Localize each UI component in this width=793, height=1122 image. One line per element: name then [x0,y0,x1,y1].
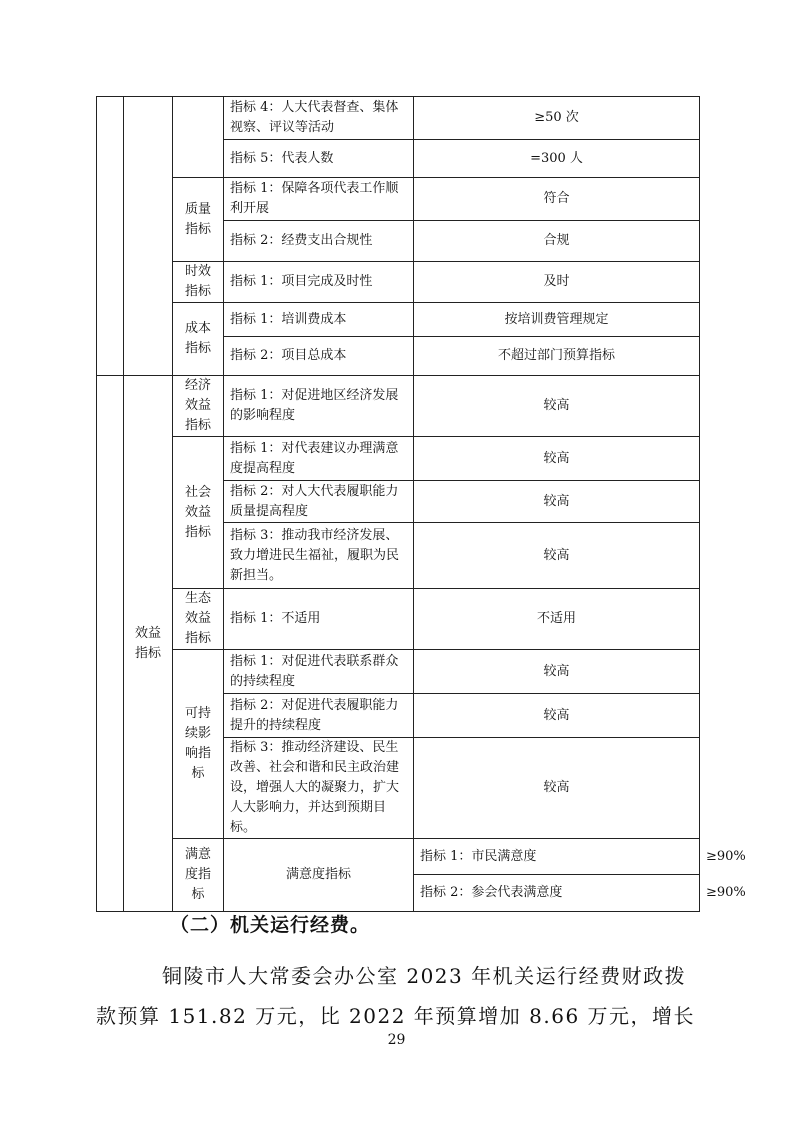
indicator-name: 指标 2：经费支出合规性 [224,221,414,262]
category-label: 满意度指标 [173,839,224,912]
indicator-value: 较高 [414,694,700,738]
category-label: 质量指标 [173,178,224,262]
category-label: 满意度指标 [224,839,414,912]
table-row: 满意度指标 满意度指标 指标 1：市民满意度 ≥90% [97,839,700,875]
paragraph-line: 铜陵市人大常委会办公室 2023 年机关运行经费财政拨 [162,964,687,988]
indicator-value: 较高 [414,523,700,589]
category-label: 经济效益指标 [173,376,224,437]
indicator-name: 指标 3：推动经济建设、民生改善、社会和谐和民主政治建设，增强人大的凝聚力，扩大人大影响力，并达到预期目标。 [224,738,414,839]
table-row: 指标 2：参会代表满意度 ≥90% [97,875,700,912]
page-number: 29 [387,1032,406,1048]
indicator-name: 指标 1：保障各项代表工作顺利开展 [224,178,414,221]
table-row [97,303,700,337]
indicator-name: 指标 2：对人大代表履职能力质量提高程度 [224,481,414,523]
indicator-value: 符合 [414,178,700,221]
indicator-name: 指标 1：培训费成本 [224,303,414,337]
indicator-name: 指标 2：对促进代表履职能力提升的持续程度 [224,694,414,738]
cell-empty [97,97,124,376]
indicator-value: 合规 [414,221,700,262]
indicator-name: 指标 5：代表人数 [224,140,414,178]
category-label: 社会效益指标 [173,437,224,589]
indicator-value: 较高 [414,437,700,481]
table-row [97,97,700,140]
indicator-name: 指标 4：人大代表督查、集体视察、评议等活动 [224,97,414,140]
indicator-value: 不适用 [414,589,700,650]
cell-empty [124,97,173,376]
indicator-value: 较高 [414,481,700,523]
table-row [97,437,700,481]
table-row [97,178,700,221]
category-label: 时效指标 [173,262,224,303]
indicator-name: 指标 1：对促进代表联系群众的持续程度 [224,650,414,694]
indicator-value: =300 人 [414,140,700,178]
category-label: 效益指标 [124,376,173,912]
table-row [97,262,700,303]
indicator-value: 及时 [414,262,700,303]
category-label: 生态效益指标 [173,589,224,650]
category-label: 可持续影响指标 [173,650,224,839]
indicator-name: 指标 3：推动我市经济发展、致力增进民生福祉，履职为民新担当。 [224,523,414,589]
category-label: 成本指标 [173,303,224,376]
section-heading: （二）机关运行经费。 [170,914,371,936]
indicator-value: 较高 [414,738,700,839]
indicator-value: 按培训费管理规定 [414,303,700,337]
indicator-name: 指标 2：参会代表满意度 [414,875,700,912]
indicator-value: 较高 [414,376,700,437]
indicator-name: 指标 1：项目完成及时性 [224,262,414,303]
table-row [97,589,700,650]
indicator-name: 指标 1：市民满意度 [414,839,700,875]
indicator-value: ≥50 次 [414,97,700,140]
indicator-value: 不超过部门预算指标 [414,337,700,376]
performance-indicator-table [96,96,746,912]
indicator-name: 指标 2：项目总成本 [224,337,414,376]
indicator-name: 指标 1：对代表建议办理满意度提高程度 [224,437,414,481]
indicator-value: 较高 [414,650,700,694]
table-row [97,650,700,694]
indicator-name: 指标 1：不适用 [224,589,414,650]
indicator-name: 指标 1：对促进地区经济发展的影响程度 [224,376,414,437]
cell-empty [173,97,224,178]
table-row [97,376,700,437]
cell-empty [97,376,124,912]
paragraph-line: 款预算 151.82 万元，比 2022 年预算增加 8.66 万元，增长 [96,1004,696,1028]
